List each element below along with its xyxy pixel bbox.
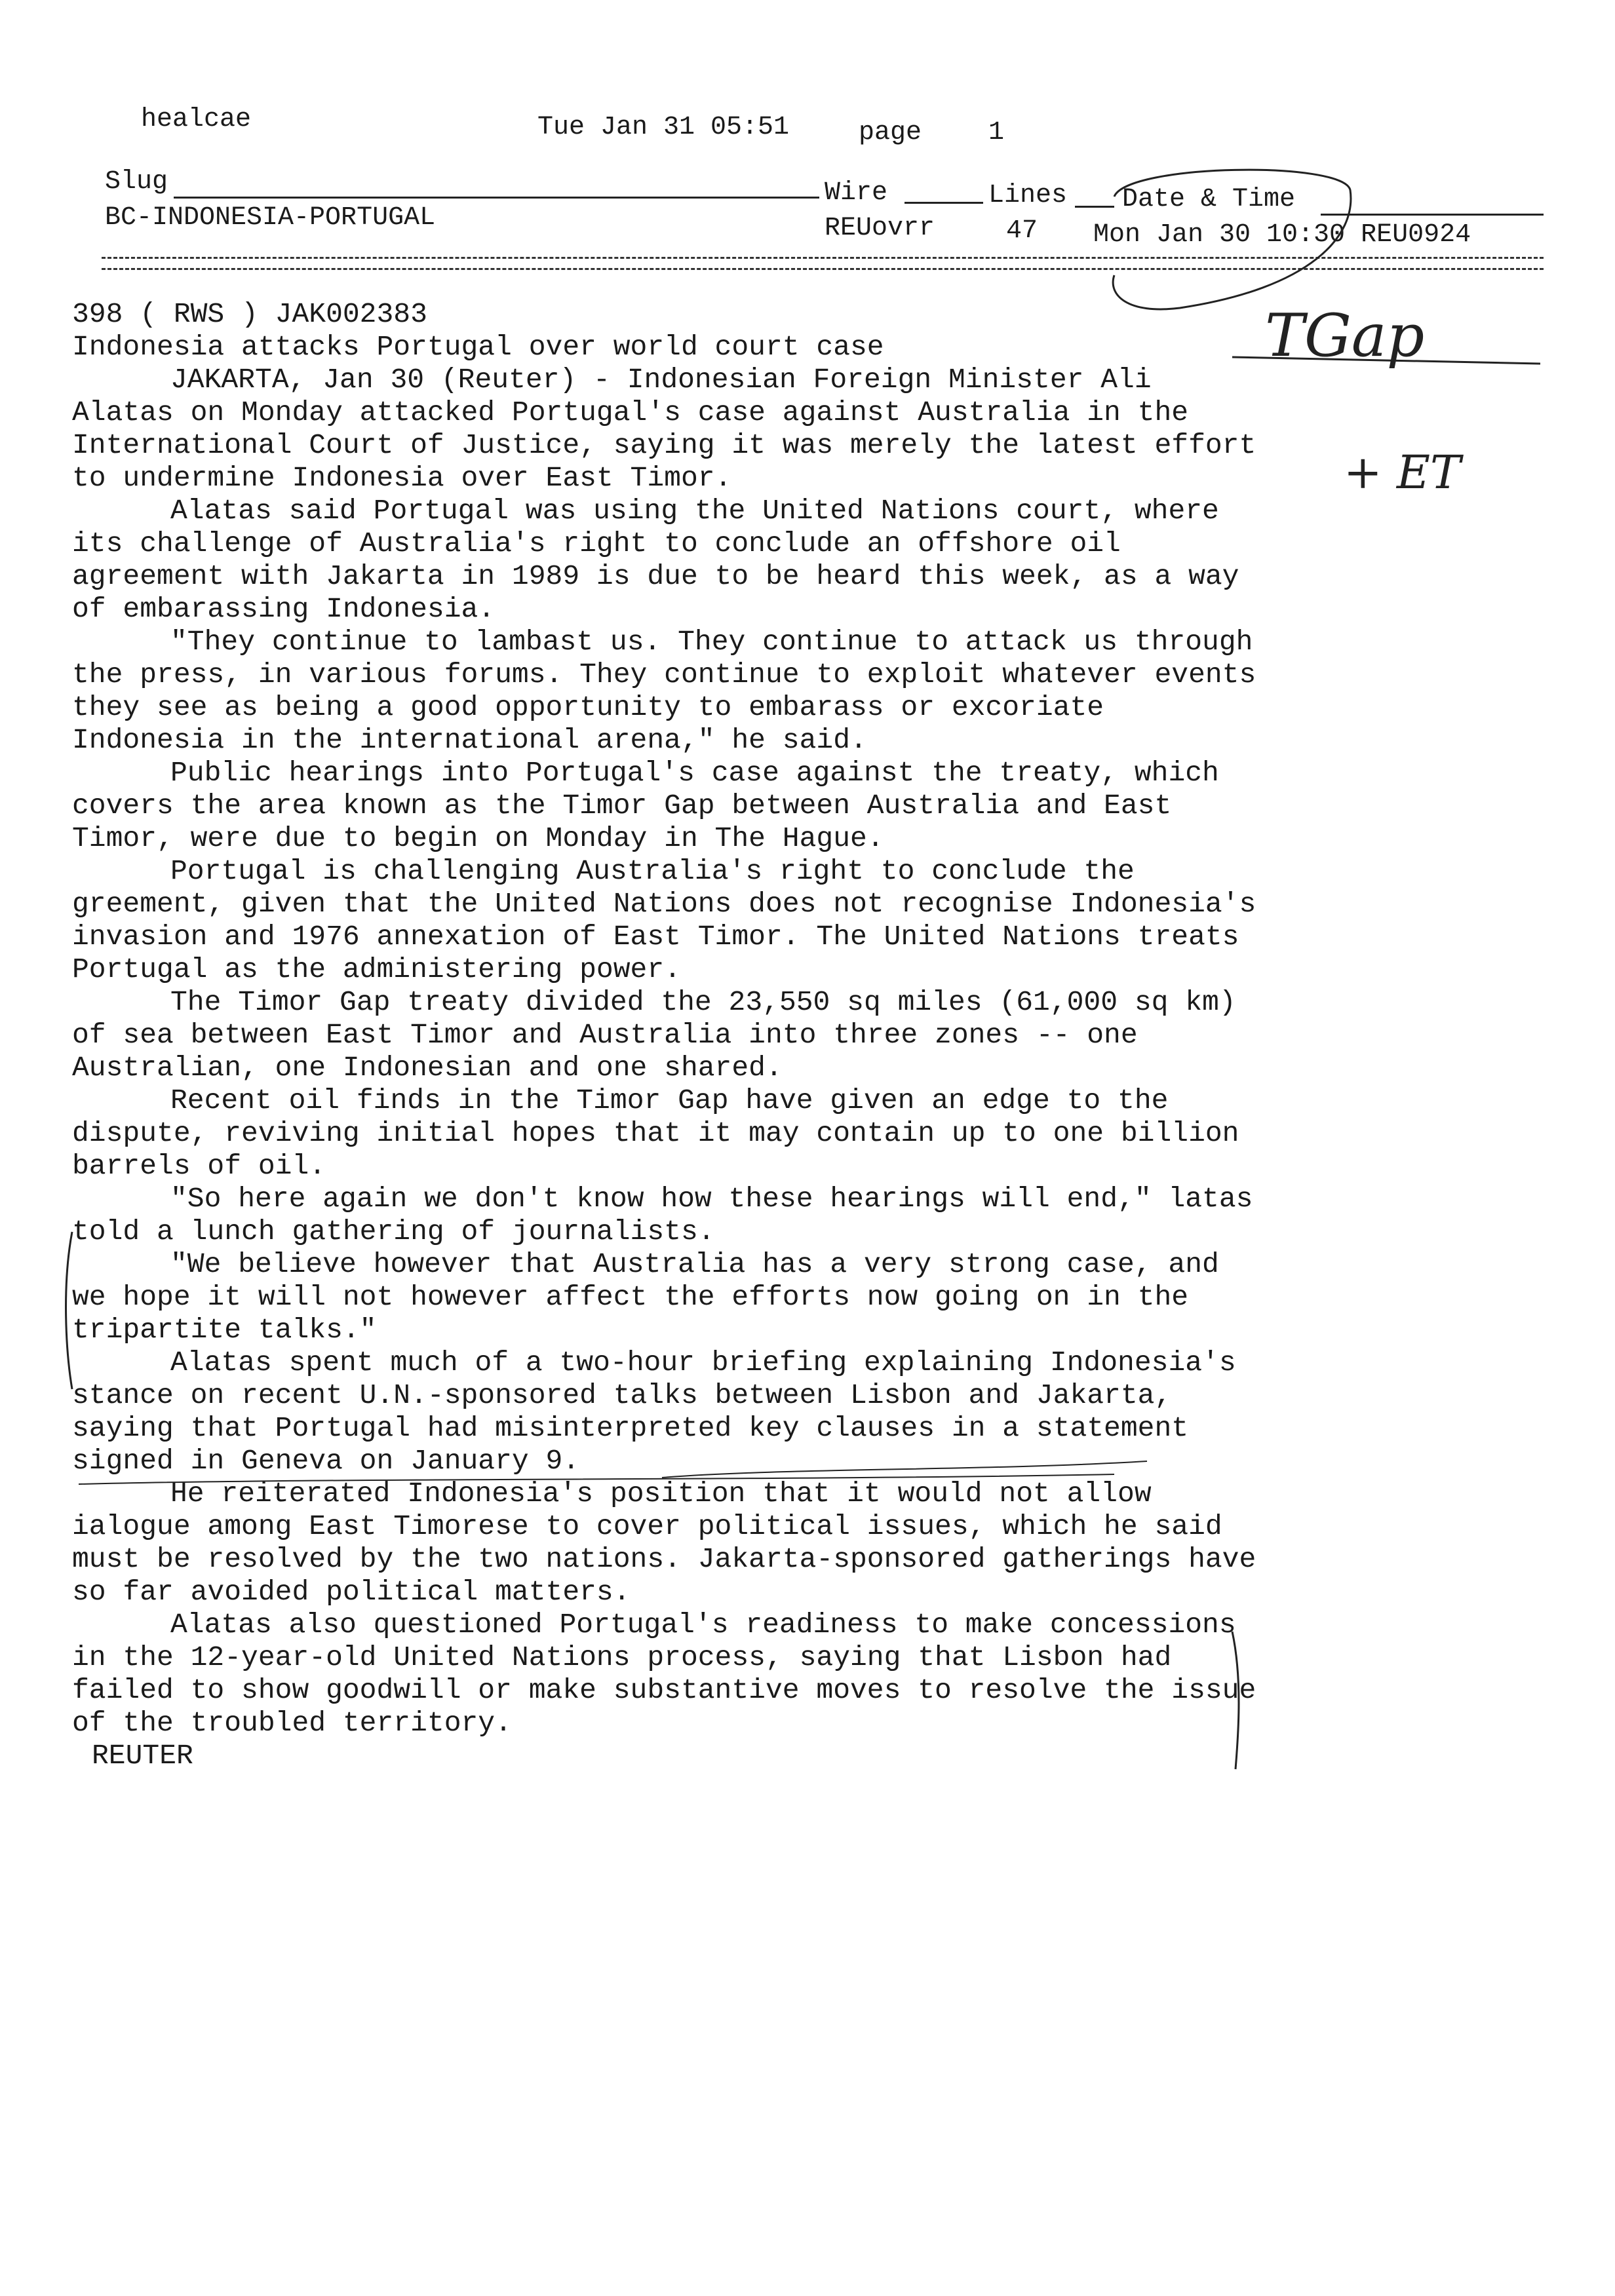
lines-label: Lines (988, 181, 1068, 210)
story-paragraph: "We believe however that Australia has a very strong case, and we hope it will not however affect the efforts now going on in the tripartite talks." (72, 1248, 1219, 1346)
story-paragraph: He reiterated Indonesia's position that it would not allow ialogue among East Timorese to cover political issues, which he said must be resolved by the two nations. Jakarta-sponsored gatherings have so far avoided political matters. (72, 1478, 1256, 1608)
wire-value: REUovrr (825, 214, 935, 243)
margin-note-handwriting: TGap (1265, 301, 1425, 370)
date-time-value: Mon Jan 30 10:30 REU0924 (1093, 220, 1471, 250)
slug-label: Slug (105, 167, 168, 197)
story-paragraph: Recent oil finds in the Timor Gap have given an edge to the dispute, reviving initial hopes that it may contain up to one billion barrels of oil. (72, 1084, 1239, 1182)
story-headline: Indonesia attacks Portugal over world court case (72, 331, 884, 363)
story-paragraph: Alatas also questioned Portugal's readiness to make concessions in the 12-year-old United Nations process, saying that Lisbon had failed to show goodwill or make substantive moves to resolve the issue of the troubled territory. (72, 1609, 1256, 1739)
story-paragraph: "So here again we don't know how these hearings will end," latas told a lunch gathering of journalists. (72, 1183, 1253, 1248)
story-paragraph: Portugal is challenging Australia's right to conclude the greement, given that the United Nations does not recognise Indonesia's invasion and 1976 annexation of East Timor. The United Nations treats Portugal as the administering power. (72, 855, 1256, 985)
story-paragraph: JAKARTA, Jan 30 (Reuter) - Indonesian Foreign Minister Ali Alatas on Monday attacked Portugal's case against Australia in the International Court of Justice, saying it was merely the latest effort to undermine Indonesia over East Timor. (72, 364, 1256, 494)
header-page-label: page (859, 118, 922, 147)
story-paragraph: "They continue to lambast us. They continue to attack us through the press, in various forums. They continue to exploit whatever events they see as being a good opportunity to embarass or excoriate Indonesia in the international arena," he said. (72, 626, 1256, 756)
story-paragraph: Alatas said Portugal was using the United Nations court, where its challenge of Australia's right to conclude an offshore oil agreement with Jakarta in 1989 is due to be heard this week, as a way of embarassing Indonesia. (72, 495, 1239, 625)
story-paragraph: The Timor Gap treaty divided the 23,550 sq miles (61,000 sq km) of sea between East Timor and Australia into three zones -- one Australian, one Indonesian and one shared. (72, 986, 1236, 1084)
story-id-line: 398 ( RWS ) JAK002383 (72, 298, 427, 330)
date-time-label: Date & Time (1122, 185, 1296, 214)
header-user: healcae (141, 105, 252, 134)
lines-rule (1075, 206, 1114, 208)
story-paragraph: Public hearings into Portugal's case against the treaty, which covers the area known as the Timor Gap between Australia and East Timor, were due to begin on Monday in The Hague. (72, 757, 1219, 854)
header-page-number: 1 (988, 118, 1005, 147)
story-paragraph: Alatas spent much of a two-hour briefing explaining Indonesia's stance on recent U.N.-sponsored talks between Lisbon and Jakarta, saying that Portugal had misinterpreted key clauses in a statement signed in Geneva on January 9. (72, 1347, 1236, 1477)
wire-rule (905, 202, 983, 204)
lines-value: 47 (1006, 216, 1038, 246)
slug-value: BC-INDONESIA-PORTUGAL (105, 203, 436, 233)
slug-rule (174, 197, 819, 199)
margin-note-handwriting-2: + ET (1344, 446, 1461, 499)
separator-rule (102, 257, 1544, 270)
date-time-rule (1321, 214, 1544, 216)
wire-label: Wire (825, 178, 888, 208)
story-body (72, 298, 1265, 1772)
header-date: Tue Jan 31 05:51 (537, 113, 790, 142)
story-signoff: REUTER (92, 1740, 193, 1772)
